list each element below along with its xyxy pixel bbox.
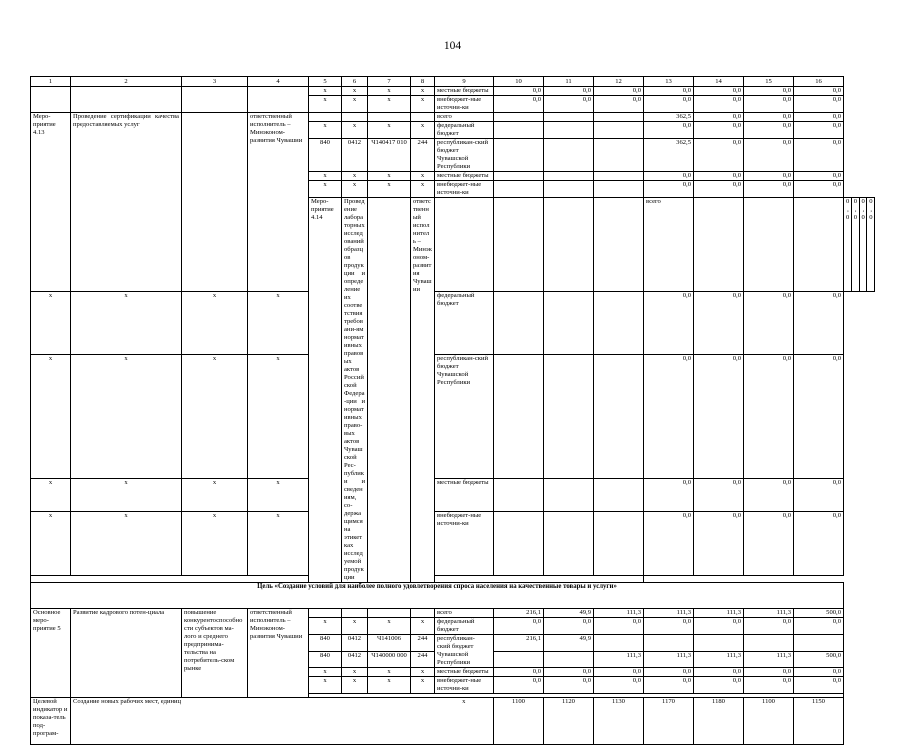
column-number-row (31, 77, 875, 87)
col-number: 6 (342, 77, 368, 87)
col-number: 10 (494, 77, 544, 87)
table-row: x x x x федеральный бюджет 0,0 0,0 0,0 0,0 0,0 0,0 0,0 (31, 618, 875, 635)
table-row: x x x x федеральный бюджет 0,0 0,0 0,0 0,0 (31, 291, 875, 355)
table-row: 840 0412 Ч141006 244 республикан- ский бюджет Чувашской Республики 216,1 49,9 (31, 635, 875, 652)
measure-title: Развитие кадрового потен-циала (71, 609, 182, 698)
col-number: 8 (411, 77, 435, 87)
table-row: 840 0412 Ч140417 010 244 республикан-ский бюджет Чувашской Республики 362,5 0,0 0,0 0,0 (31, 139, 875, 172)
table-row: x x x x федеральный бюджет 0,0 0,0 0,0 0,0 (31, 122, 875, 139)
measure-code: Меро-приятие 4.14 (309, 198, 342, 583)
col-number: 15 (744, 77, 794, 87)
measure-code: Основное меро-приятие 5 (31, 609, 71, 698)
table-row: x x x x внебюджет-ные источни-ки 0,0 0,0 0,0 0,0 0,0 0,0 0,0 (31, 96, 875, 113)
table-row: 840 0412 Ч140000 000 244 111,3 111,3 111,3 111,3 500,0 (31, 651, 875, 668)
page-number: 104 (443, 40, 462, 52)
goal-heading: Цель «Создание условий для наиболее полного удовлетворения спроса населения на качественные товары и услуги» (31, 583, 844, 609)
col-number: 3 (182, 77, 248, 87)
budget-table (30, 76, 875, 745)
executor: ответственный исполнитель – Минэконом-развития Чувашии (248, 113, 309, 292)
table-row: Меро-приятие 4.14 Проведение лабораторных исследований образцов продукции и определение их соответствия требовани-ям нормативных правовых актов Российской Федера-ции и нормативных право-вых актов Чувашской Рес-публики и сведениям, со-держащимся на этикетках исследуемой продукции ответственный исполнитель – Минэконом-развития Чувашии всего 0,0 0,0 0,0 0,0 (31, 198, 875, 292)
table-row: x x x x местные бюджеты 0,0 0,0 0,0 0,0 (31, 478, 875, 512)
table-row: Меро-приятие 4.13 Проведение сертификации качества предоставляемых услуг ответственный исполнитель – Минэконом-развития Чувашии всего 362,5 0,0 0,0 0,0 (31, 113, 875, 122)
col-number: 13 (644, 77, 694, 87)
measure-title: Проведение сертификации качества предоставляемых услуг (71, 113, 182, 292)
executor: ответственный исполнитель – Минэконом-развития Чувашии (411, 198, 435, 583)
measure-title: Проведение лабораторных исследований образцов продукции и определение их соответствия требовани-ям нормативных правовых актов Российской Федера-ции и нормативных право-вых актов Чувашской Рес-публики и сведениям, со-держащимся на этикетках исследуемой продукции (342, 198, 368, 583)
indicator-text: Создание новых рабочих мест, единиц (71, 698, 435, 745)
col-number: 4 (248, 77, 309, 87)
col-number: 7 (368, 77, 411, 87)
col-number: 5 (309, 77, 342, 87)
table-row: x x x x местные бюджеты 0,0 0,0 0,0 0,0 0,0 0,0 0,0 (31, 668, 875, 677)
col-number: 1 (31, 77, 71, 87)
target-indicator: повышение конкурентоспособности субъектов ма-лого и среднего предпринима-тельства на потребитель-ском рынке (182, 609, 248, 698)
col-number: 12 (594, 77, 644, 87)
table-row: x x x x местные бюджеты 0,0 0,0 0,0 0,0 0,0 0,0 0,0 (31, 87, 875, 96)
col-number: 16 (794, 77, 844, 87)
col-number: 14 (694, 77, 744, 87)
table-row: x x x x республикан-ский бюджет Чувашской Республики 0,0 0,0 0,0 0,0 (31, 355, 875, 479)
source-republic: республикан- ский бюджет Чувашской Республики (435, 635, 494, 668)
table-row: Основное меро-приятие 5 Развитие кадрового потен-циала повышение конкурентоспособности субъектов ма-лого и среднего предпринима-тельства на потребитель-ском рынке ответственный исполнитель – Минэконом-развития Чувашии всего 216,1 49,9 111,3 111,3 111,3 111,3 500,0 (31, 609, 875, 618)
indicator-label: Целевой индикатор и показа-тель под-програм- (31, 698, 71, 745)
col-number: 2 (71, 77, 182, 87)
executor: ответственный исполнитель – Минэконом-развития Чувашии (248, 609, 309, 698)
table-row: x x x x местные бюджеты 0,0 0,0 0,0 0,0 (31, 172, 875, 181)
table-row: x x x x внебюджет-ные источни-ки 0,0 0,0 0,0 0,0 (31, 512, 875, 576)
table-row: x x x x внебюджет-ные источни-ки 0,0 0,0 0,0 0,0 0,0 0,0 0,0 (31, 677, 875, 694)
table-row: x x x x внебюджет-ные источни-ки 0,0 0,0 0,0 0,0 (31, 181, 875, 198)
measure-code: Меро-приятие 4.13 (31, 113, 71, 292)
col-number: 9 (435, 77, 494, 87)
indicator-row: Целевой индикатор и показа-тель под-програм- Создание новых рабочих мест, единиц x 1100 1120 1130 1170 1180 1100 1150 (31, 698, 875, 745)
col-number: 11 (544, 77, 594, 87)
goal-row (31, 583, 875, 609)
